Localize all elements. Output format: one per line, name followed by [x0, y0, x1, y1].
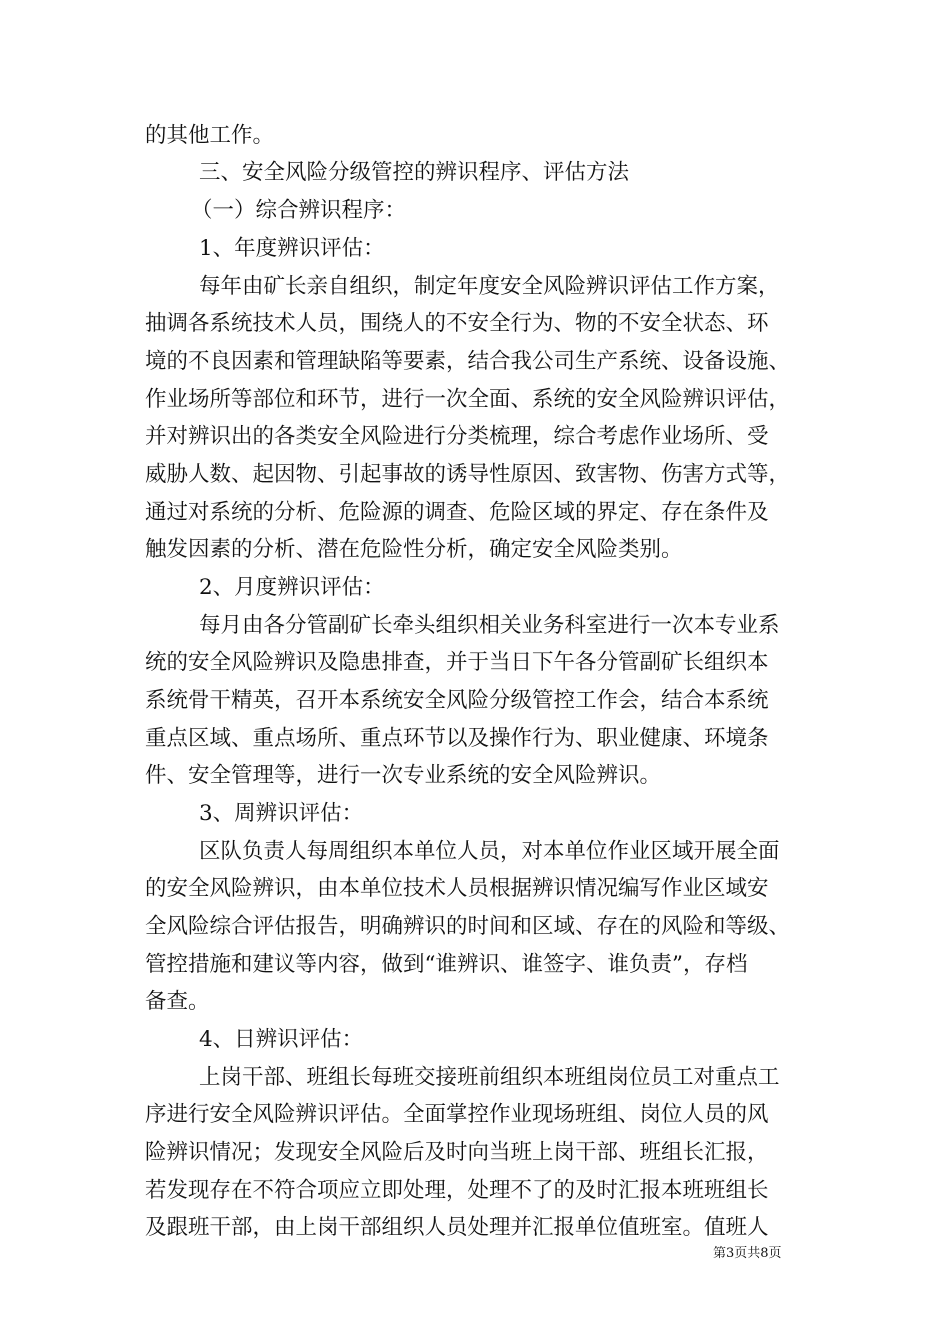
section-heading: 三、安全风险分级管控的辨识程序、评估方法: [199, 160, 630, 185]
text-line: 抽调各系统技术人员，围绕人的不安全行为、物的不安全状态、环: [145, 311, 769, 336]
text-line: 重点区域、重点场所、重点环节以及操作行为、职业健康、环境条: [145, 726, 769, 751]
item-heading: 4、日辨识评估：: [199, 1027, 364, 1052]
item-heading: 1、年度辨识评估：: [199, 236, 385, 261]
page-number-footer: 第3页共8页: [713, 1246, 782, 1261]
item-heading: 3、周辨识评估：: [199, 801, 364, 826]
text-line: 的其他工作。: [145, 123, 275, 148]
text-line: 每月由各分管副矿长牵头组织相关业务科室进行一次本专业系: [199, 613, 780, 638]
text-line: 每年由矿长亲自组织，制定年度安全风险辨识评估工作方案，: [199, 274, 780, 299]
subsection-heading: （一）综合辨识程序：: [191, 198, 407, 223]
text-line: 若发现存在不符合项应立即处理，处理不了的及时汇报本班班组长: [145, 1178, 769, 1203]
text-line: 触发因素的分析、潜在危险性分析，确定安全风险类别。: [145, 537, 683, 562]
item-heading: 2、月度辨识评估：: [199, 575, 385, 600]
text-line: 并对辨识出的各类安全风险进行分类梳理，综合考虑作业场所、受: [145, 424, 769, 449]
text-line: 境的不良因素和管理缺陷等要素，结合我公司生产系统、设备设施、: [145, 349, 791, 374]
text-line: 作业场所等部位和环节，进行一次全面、系统的安全风险辨识评估，: [145, 387, 791, 412]
text-line: 威胁人数、起因物、引起事故的诱导性原因、致害物、伤害方式等，: [145, 462, 791, 487]
text-line: 管控措施和建议等内容，做到“谁辨识、谁签字、谁负责”，存档: [145, 952, 748, 977]
text-line: 的安全风险辨识，由本单位技术人员根据辨识情况编写作业区域安: [145, 876, 769, 901]
text-line: 件、安全管理等，进行一次专业系统的安全风险辨识。: [145, 763, 662, 788]
text-line: 通过对系统的分析、危险源的调查、危险区域的界定、存在条件及: [145, 500, 769, 525]
text-line: 备查。: [145, 989, 210, 1014]
text-line: 系统骨干精英，召开本系统安全风险分级管控工作会，结合本系统: [145, 688, 769, 713]
text-line: 全风险综合评估报告，明确辨识的时间和区域、存在的风险和等级、: [145, 914, 791, 939]
text-line: 险辨识情况；发现安全风险后及时向当班上岗干部、班组长汇报，: [145, 1140, 769, 1165]
text-line: 上岗干部、班组长每班交接班前组织本班组岗位员工对重点工: [199, 1065, 780, 1090]
text-line: 区队负责人每周组织本单位人员，对本单位作业区域开展全面: [199, 839, 780, 864]
text-line: 序进行安全风险辨识评估。全面掌控作业现场班组、岗位人员的风: [145, 1102, 769, 1127]
text-line: 统的安全风险辨识及隐患排查，并于当日下午各分管副矿长组织本: [145, 650, 769, 675]
text-line: 及跟班干部，由上岗干部组织人员处理并汇报单位值班室。值班人: [145, 1215, 769, 1240]
